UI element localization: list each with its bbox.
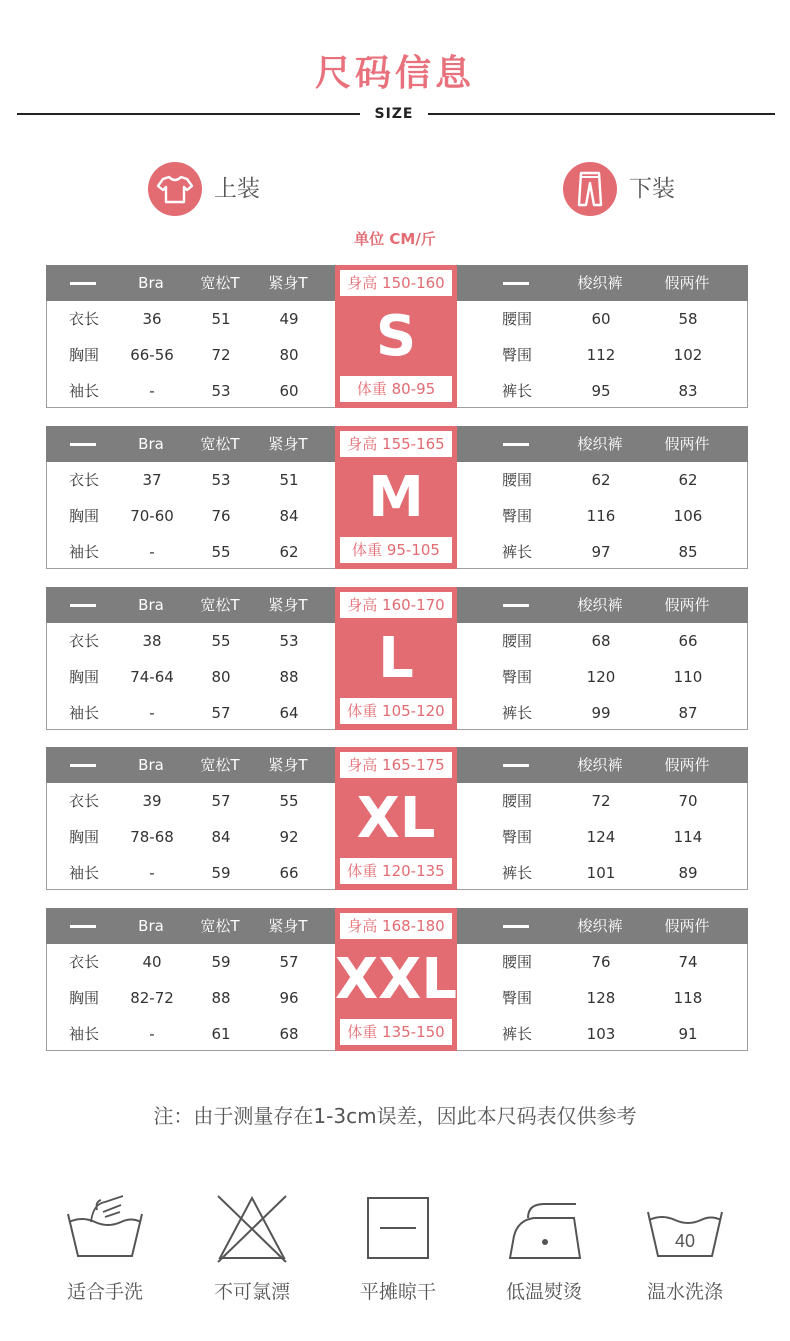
low-iron-icon <box>504 1190 584 1270</box>
header-col: Bra <box>138 274 164 292</box>
header-dash <box>48 265 118 301</box>
table-cell: 116 <box>586 507 616 525</box>
header-col: 假两件 <box>664 756 710 774</box>
header-col: 假两件 <box>664 917 710 935</box>
table-cell: 腰围 <box>501 471 532 489</box>
table-cell: 59 <box>211 953 231 971</box>
table-cell: 87 <box>678 704 698 722</box>
table-cell: 59 <box>211 864 231 882</box>
table-cell: 衣长 <box>68 792 99 810</box>
header-col: Bra <box>138 435 164 453</box>
table-cell: 胸围 <box>68 989 99 1007</box>
table-cell: 裤长 <box>501 704 532 722</box>
size-letter: L <box>378 626 414 691</box>
table-cell: 62 <box>591 471 611 489</box>
table-cell: 74-64 <box>130 668 174 686</box>
table-cell: 38 <box>142 632 162 650</box>
table-cell: 62 <box>279 543 299 561</box>
care-temp: 40 <box>674 1231 696 1251</box>
size-panel <box>335 747 457 890</box>
care-label: 平摊晾干 <box>359 1281 436 1303</box>
table-cell: 60 <box>591 310 611 328</box>
weight-badge: 体重 95-105 <box>340 537 452 563</box>
table-cell: 102 <box>673 346 703 364</box>
care-label: 低温熨烫 <box>505 1281 582 1303</box>
table-cell: 袖长 <box>68 382 99 400</box>
table-cell: - <box>149 704 155 722</box>
table-cell: 胸围 <box>68 668 99 686</box>
header-col: 紧身T <box>268 917 308 935</box>
table-cell: 裤长 <box>501 543 532 561</box>
header-col: 紧身T <box>268 435 308 453</box>
table-cell: 臀围 <box>501 989 532 1007</box>
table-cell: 80 <box>211 668 231 686</box>
care-label: 适合手洗 <box>66 1281 143 1303</box>
table-cell: 腰围 <box>501 792 532 810</box>
table-cell: 51 <box>211 310 231 328</box>
table-cell: 88 <box>279 668 299 686</box>
header-col: 假两件 <box>664 435 710 453</box>
size-panel <box>335 265 457 408</box>
title-rule-left <box>17 113 360 115</box>
header-col: 假两件 <box>664 274 710 292</box>
table-cell: 83 <box>678 382 698 400</box>
table-cell: 60 <box>279 382 299 400</box>
size-block-s <box>46 265 748 408</box>
table-cell: - <box>149 864 155 882</box>
height-badge: 身高 168-180 <box>340 913 452 939</box>
title-subtitle: SIZE <box>374 106 414 122</box>
table-cell: 66 <box>678 632 698 650</box>
table-cell: 裤长 <box>501 864 532 882</box>
table-cell: 88 <box>211 989 231 1007</box>
title-rule-right <box>428 113 775 115</box>
table-cell: 120 <box>586 668 616 686</box>
weight-badge: 体重 135-150 <box>340 1019 452 1045</box>
table-cell: 106 <box>673 507 703 525</box>
header-dash <box>48 908 118 944</box>
table-cell: 裤长 <box>501 1025 532 1043</box>
size-letter: M <box>368 465 424 530</box>
header-dash <box>481 908 551 944</box>
table-cell: 78-68 <box>130 828 174 846</box>
header-dash <box>481 747 551 783</box>
table-cell: 40 <box>142 953 162 971</box>
table-cell: 68 <box>591 632 611 650</box>
table-cell: 袖长 <box>68 864 99 882</box>
table-cell: 55 <box>279 792 299 810</box>
table-cell: 腰围 <box>501 953 532 971</box>
header-col: 梭织裤 <box>577 596 623 614</box>
header-dash <box>481 265 551 301</box>
header-col: Bra <box>138 756 164 774</box>
header-col: Bra <box>138 917 164 935</box>
header-col: 宽松T <box>200 274 240 292</box>
pants-icon <box>563 162 617 216</box>
size-panel <box>335 426 457 569</box>
size-panel <box>335 587 457 730</box>
table-cell: 臀围 <box>501 828 532 846</box>
table-cell: 84 <box>211 828 231 846</box>
care-hand-wash <box>50 1190 160 1310</box>
care-label: 不可氯漂 <box>213 1281 290 1303</box>
header-col: 梭织裤 <box>577 435 623 453</box>
hand-wash-icon <box>65 1190 145 1270</box>
warm-wash-icon <box>645 1190 725 1270</box>
dry-flat-icon <box>358 1190 438 1270</box>
header-dash <box>48 747 118 783</box>
page-title: 尺码信息 <box>314 53 475 94</box>
header-col: 梭织裤 <box>577 274 623 292</box>
table-cell: 64 <box>279 704 299 722</box>
table-cell: 袖长 <box>68 543 99 561</box>
table-cell: 114 <box>673 828 703 846</box>
table-cell: 99 <box>591 704 611 722</box>
table-cell: 84 <box>279 507 299 525</box>
table-cell: 49 <box>279 310 299 328</box>
table-cell: 53 <box>211 471 231 489</box>
table-cell: 腰围 <box>501 310 532 328</box>
table-cell: 55 <box>211 632 231 650</box>
table-cell: - <box>149 543 155 561</box>
table-cell: 91 <box>678 1025 698 1043</box>
no-bleach-icon <box>212 1190 292 1270</box>
care-label: 温水洗涤 <box>646 1281 723 1303</box>
unit-label: 单位 CM/斤 <box>354 230 436 248</box>
table-cell: 36 <box>142 310 162 328</box>
size-block-xl <box>46 747 748 890</box>
header-col: 紧身T <box>268 274 308 292</box>
header-col: 假两件 <box>664 596 710 614</box>
table-cell: 臀围 <box>501 668 532 686</box>
size-letter: XL <box>356 786 436 851</box>
table-cell: 53 <box>211 382 231 400</box>
table-cell: 68 <box>279 1025 299 1043</box>
table-cell: 118 <box>673 989 703 1007</box>
table-cell: 袖长 <box>68 1025 99 1043</box>
table-cell: 61 <box>211 1025 231 1043</box>
size-block-m <box>46 426 748 569</box>
table-cell: 胸围 <box>68 346 99 364</box>
table-cell: 66 <box>279 864 299 882</box>
category-bottom-label: 下装 <box>629 176 675 202</box>
size-panel <box>335 908 457 1051</box>
shirt-icon <box>148 162 202 216</box>
header-col: 宽松T <box>200 596 240 614</box>
table-cell: 101 <box>586 864 616 882</box>
table-cell: 57 <box>211 792 231 810</box>
table-cell: 96 <box>279 989 299 1007</box>
care-no-bleach <box>197 1190 307 1310</box>
header-col: 宽松T <box>200 917 240 935</box>
table-cell: 103 <box>586 1025 616 1043</box>
header-col: 紧身T <box>268 596 308 614</box>
height-badge: 身高 165-175 <box>340 752 452 778</box>
table-cell: 80 <box>279 346 299 364</box>
table-cell: 57 <box>211 704 231 722</box>
table-cell: 裤长 <box>501 382 532 400</box>
header-dash <box>481 426 551 462</box>
header-col: Bra <box>138 596 164 614</box>
table-cell: 74 <box>678 953 698 971</box>
weight-badge: 体重 105-120 <box>340 698 452 724</box>
disclaimer-note: 注：由于测量存在1-3cm误差，因此本尺码表仅供参考 <box>153 1104 637 1128</box>
care-warm-wash <box>630 1190 740 1310</box>
table-cell: 53 <box>279 632 299 650</box>
height-badge: 身高 150-160 <box>340 270 452 296</box>
table-cell: 51 <box>279 471 299 489</box>
table-cell: 55 <box>211 543 231 561</box>
header-dash <box>481 587 551 623</box>
size-letter: XXL <box>335 947 458 1012</box>
header-col: 宽松T <box>200 756 240 774</box>
table-cell: 臀围 <box>501 507 532 525</box>
care-dry-flat <box>343 1190 453 1310</box>
header-dash <box>48 587 118 623</box>
table-cell: 62 <box>678 471 698 489</box>
table-cell: 124 <box>586 828 616 846</box>
table-cell: 58 <box>678 310 698 328</box>
table-cell: 袖长 <box>68 704 99 722</box>
table-cell: 76 <box>591 953 611 971</box>
care-low-iron <box>489 1190 599 1310</box>
table-cell: - <box>149 1025 155 1043</box>
table-cell: 76 <box>211 507 231 525</box>
header-col: 梭织裤 <box>577 917 623 935</box>
table-cell: 97 <box>591 543 611 561</box>
table-cell: 57 <box>279 953 299 971</box>
table-cell: - <box>149 382 155 400</box>
header-dash <box>48 426 118 462</box>
table-cell: 112 <box>586 346 616 364</box>
table-cell: 腰围 <box>501 632 532 650</box>
table-cell: 衣长 <box>68 632 99 650</box>
table-cell: 128 <box>586 989 616 1007</box>
table-cell: 衣长 <box>68 471 99 489</box>
table-cell: 72 <box>211 346 231 364</box>
table-cell: 39 <box>142 792 162 810</box>
height-badge: 身高 155-165 <box>340 431 452 457</box>
table-cell: 衣长 <box>68 310 99 328</box>
header-col: 宽松T <box>200 435 240 453</box>
header-col: 紧身T <box>268 756 308 774</box>
table-cell: 92 <box>279 828 299 846</box>
table-cell: 37 <box>142 471 162 489</box>
table-cell: 82-72 <box>130 989 174 1007</box>
table-cell: 胸围 <box>68 507 99 525</box>
table-cell: 89 <box>678 864 698 882</box>
table-cell: 衣长 <box>68 953 99 971</box>
table-cell: 110 <box>673 668 703 686</box>
weight-badge: 体重 120-135 <box>340 858 452 884</box>
table-cell: 臀围 <box>501 346 532 364</box>
size-block-xxl <box>46 908 748 1051</box>
table-cell: 66-56 <box>130 346 174 364</box>
table-cell: 70-60 <box>130 507 174 525</box>
size-block-l <box>46 587 748 730</box>
size-letter: S <box>375 304 417 369</box>
height-badge: 身高 160-170 <box>340 592 452 618</box>
weight-badge: 体重 80-95 <box>340 376 452 402</box>
table-cell: 胸围 <box>68 828 99 846</box>
category-top-label: 上装 <box>214 176 260 202</box>
table-cell: 70 <box>678 792 698 810</box>
header-col: 梭织裤 <box>577 756 623 774</box>
table-cell: 95 <box>591 382 611 400</box>
table-cell: 72 <box>591 792 611 810</box>
table-cell: 85 <box>678 543 698 561</box>
